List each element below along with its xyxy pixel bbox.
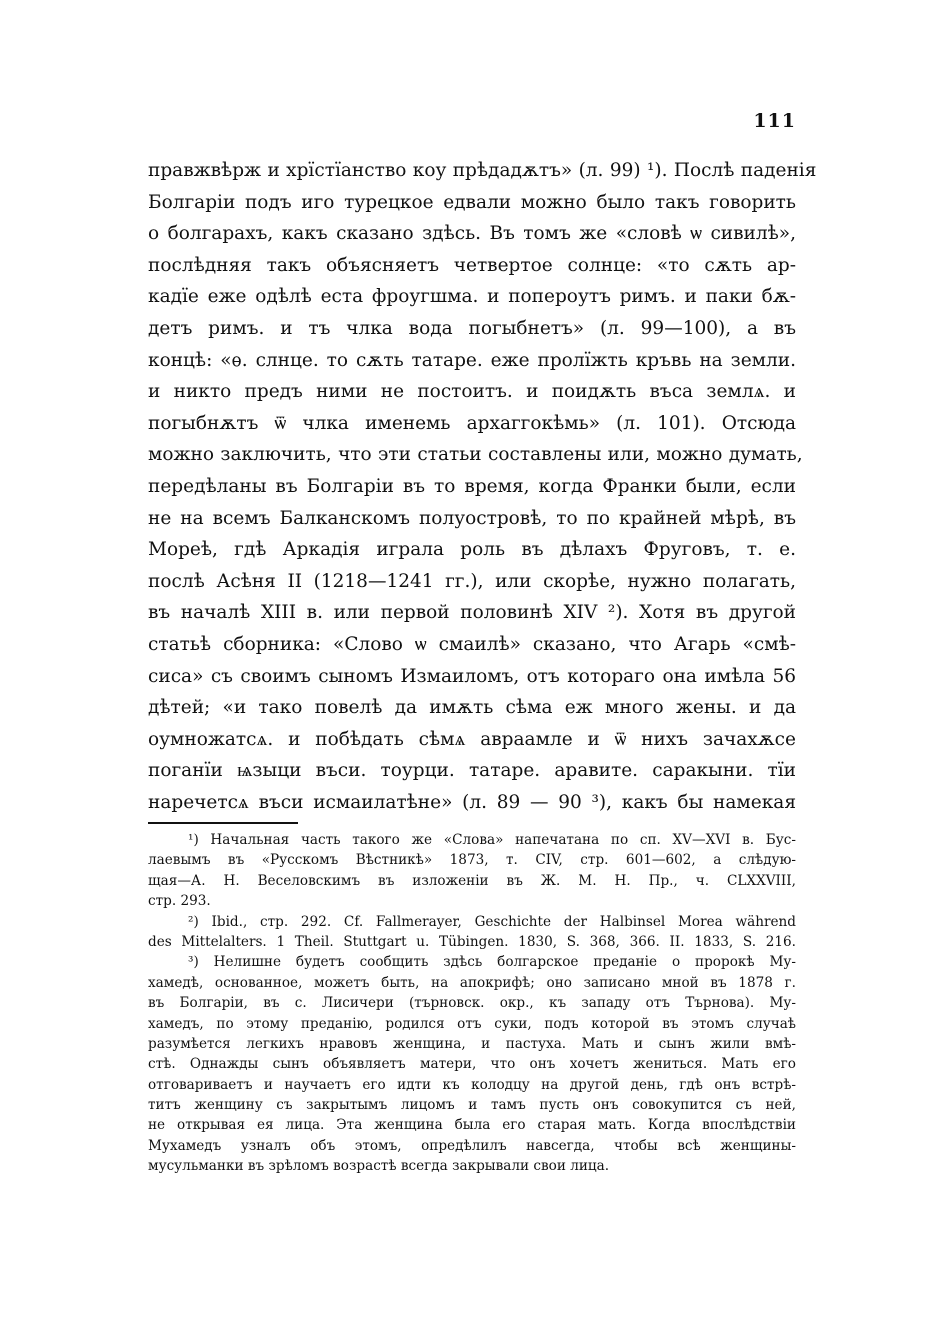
footnote-line: хамедѣ, основанное, можетъ быть, на апокрифѣ; оно записано мной въ 1878 г. — [148, 974, 796, 991]
footnote-line: лаевымъ въ «Русскомъ Вѣстникѣ» 1873, т. CIV, стр. 601—602, а слѣдую- — [148, 852, 796, 869]
text-line: кадїе еже одѣлѣ еста фроугшма. и попероутъ римъ. и паки бѫ- — [148, 286, 796, 308]
text-line: Болгаріи подъ иго турецкое едвали можно было такъ говорить — [148, 191, 796, 213]
text-line: детъ римъ. и тъ члка вода погыбнетъ» (л. 99—100), а въ — [148, 317, 796, 339]
text-line: оумножатсѧ. и побѣдать сѣмѧ авраамле и ѿ нихъ зачахѫсе — [148, 728, 796, 750]
text-line: о болгарахъ, какъ сказано здѣсь. Въ томъ же «словѣ ѡ сивилѣ», — [148, 223, 796, 245]
text-line: статьѣ сборника: «Слово ѡ смаилѣ» сказано, что Агарь «смѣ- — [148, 633, 796, 655]
footnote-line: мусульманки въ зрѣломъ возрастѣ всегда закрывали свои лица. — [148, 1158, 610, 1175]
footnote-line: des Mittelalters. 1 Theil. Stuttgart u. Tübingen. 1830, S. 368, 366. II. 1833, S. 216. — [148, 933, 796, 950]
text-line: можно заключить, что эти статьи составлены или, можно думать, — [148, 444, 803, 466]
page-number: 111 — [753, 110, 796, 132]
text-line: концѣ: «ѳ. слнце. то сѫть татаре. еже пролїжть кръвь на земли. — [148, 349, 796, 371]
footnote-line: хамедъ, по этому преданію, родился отъ суки, подъ которой въ этомъ случаѣ — [148, 1015, 796, 1032]
footnote-line: ²) Ibid., стр. 292. Cf. Fallmerayer, Geschichte der Halbinsel Morea während — [188, 913, 796, 930]
text-line: въ началѣ XIII в. или первой половинѣ XIV ²). Хотя въ другой — [148, 602, 796, 624]
footnote-line: стѣ. Однажды сынъ объявляетъ матери, что онъ хочетъ жениться. Мать его — [148, 1056, 796, 1073]
footnote-line: титъ женщину съ закрытымъ лицомъ и тамъ пусть онъ совокупится съ ней, — [148, 1097, 796, 1114]
main-text-body — [148, 155, 817, 818]
footnote-line: щая—А. Н. Веселовскимъ въ изложеніи въ Ж. М. Н. Пр., ч. CLXXVIII, — [148, 872, 796, 889]
text-line: дѣтей; «и тако повелѣ да имѫть сѣма еж много жены. и да — [148, 697, 796, 719]
text-line: не на всемъ Балканскомъ полуостровѣ, то по крайней мѣрѣ, въ — [148, 507, 796, 529]
footnote-line: стр. 293. — [148, 893, 211, 910]
footnotes — [148, 830, 796, 1177]
footnote-line: не открывая ея лица. Эта женщина была его старая мать. Когда впослѣдствіи — [148, 1117, 796, 1134]
footnote-line: ³) Нелишне будетъ сообщить здѣсь болгарское преданіе о пророкѣ Му- — [188, 954, 796, 971]
footnote-line: ¹) Начальная часть такого же «Слова» напечатана по сп. XV—XVI в. Бус- — [188, 832, 796, 848]
text-line: Мореѣ, гдѣ Аркадія играла роль въ дѣлахъ Фруговъ, т. е. — [148, 539, 796, 561]
text-line: поганїи ѩзыци въси. тоурци. татаре. аравите. саракыни. тїи — [148, 760, 796, 782]
footnote-line: разумѣется легкихъ нравовъ женщина, и пастуха. Мать и сынъ жили вмѣ- — [148, 1035, 796, 1052]
text-line: послѣдняя такъ объясняетъ четвертое солнце: «то сѫть ар- — [148, 254, 796, 276]
text-line: передѣланы въ Болгаріи въ то время, когда Франки были, если — [148, 475, 796, 497]
text-line: и никто предъ ними не постоитъ. и поидѫть въса землѧ. и — [148, 381, 796, 403]
footnote-line: въ Болгаріи, въ с. Лисичери (търновск. окр., къ западу отъ Търнова). Му- — [148, 995, 796, 1012]
text-line: сиса» съ своимъ сыномъ Измаиломъ, отъ котораго она имѣла 56 — [148, 665, 796, 687]
footnote-line: Мухамедъ узналъ объ этомъ, опредѣлилъ навсегда, чтобы всѣ женщины- — [148, 1137, 796, 1154]
text-line: правжвѣрж и хрїстїанство коу прѣдадѫтъ» (л. 99) ¹). Послѣ паденія — [148, 160, 817, 181]
text-line: наречетсѧ въси исмаилатѣне» (л. 89 — 90 ³), какъ бы намекая — [148, 791, 796, 813]
text-line: послѣ Асѣня II (1218—1241 гг.), или скорѣе, нужно полагать, — [148, 570, 796, 592]
text-line: погыбнѫтъ ѿ члка именемь архаггокѣмь» (л. 101). Отсюда — [148, 412, 796, 434]
footnote-divider — [148, 822, 298, 824]
footnote-line: отговариваетъ и научаетъ его идти къ колодцу на другой день, гдѣ онъ встрѣ- — [148, 1076, 796, 1093]
